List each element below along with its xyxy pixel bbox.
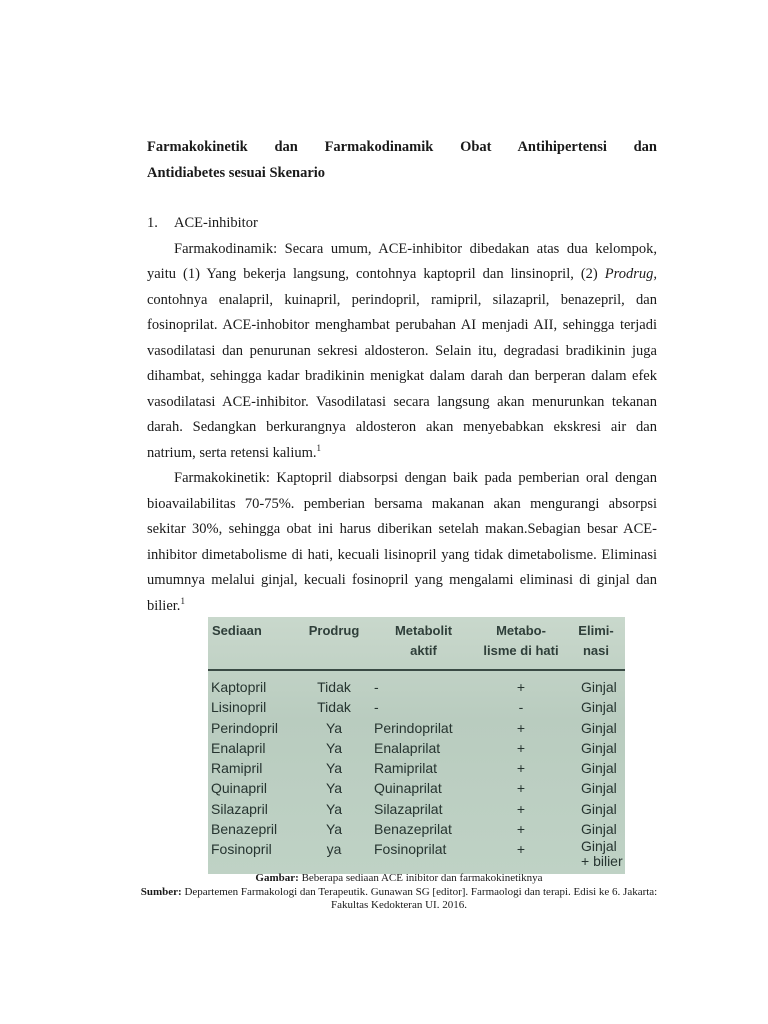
table-cell: + [516,821,526,838]
table-row [208,819,625,839]
header-metabolit-aktif: Metabolit aktif [372,617,475,670]
table-cell: Ya [325,821,343,838]
table-cell: Ya [325,780,343,797]
paragraph-farmakodinamik-text-a: Farmakodinamik: Secara umum, ACE-inhibitor dibedakan atas dua kelompok, yaitu (1) Yang bekerja langsung, contohnya kaptopril dan linsinopril, (2) [147,240,657,282]
caption-sumber [140,886,658,913]
table-cell: Fosinoprilat [374,841,447,858]
section-heading [147,211,657,237]
header-sediaan: Sediaan [208,617,296,670]
header-prodrug: Prodrug [296,617,372,670]
table-cell: + [516,760,526,777]
title-line-2: Antidiabetes sesuai Skenario [147,165,326,181]
ace-inhibitor-table-figure [208,617,625,874]
table-cell: Ya [325,719,343,736]
table-cell: Ya [325,760,343,777]
table-cell: Tidak [317,679,351,695]
table-cell: Ginjal [581,739,617,756]
caption-gambar [140,872,658,886]
paragraph-farmakokinetik [147,466,657,619]
section-number: 1. [147,215,158,231]
table-cell: + [516,739,526,756]
table-cell: Quinapril [211,780,268,797]
table-cell: Ginjal [581,719,617,736]
table-cell: Quinaprilat [374,780,442,797]
title-line-1: Farmakokinetik dan Farmakodinamik Obat Antihipertensi dan [147,139,657,155]
table-cell: Kaptopril [211,679,267,695]
section-heading-text: ACE-inhibitor [174,215,258,231]
table-cell: Ginjal [581,760,617,777]
ace-inhibitor-table [208,617,625,869]
figure-caption [140,872,658,913]
table-cell: Ramiprilat [374,760,438,777]
document-title [147,134,657,186]
table-cell: Fosinopril [211,841,272,858]
table-body [208,670,625,869]
table-cell: + [516,719,526,736]
table-cell: - [518,699,524,716]
table-cell: Ginjal + bilier [581,838,623,870]
reference-superscript: 1 [316,442,322,453]
table-cell: Benazepril [211,821,278,838]
table-row [208,738,625,758]
table-cell: Benazeprilat [374,821,452,838]
table-cell: + [516,679,526,695]
table-cell: - [374,699,379,716]
table-row [208,778,625,798]
table-cell: Tidak [317,699,351,716]
table-cell: + [516,800,526,817]
caption-gambar-label: Gambar: [255,872,299,884]
caption-gambar-text: Beberapa sediaan ACE inibitor dan farmakokinetiknya [298,872,543,884]
table-row [208,758,625,778]
header-eliminasi: Elimi- nasi [567,617,625,670]
table-cell: Silazaprilat [374,800,443,817]
table-cell: Ginjal [581,800,617,817]
table-row [208,839,625,869]
table-cell: Lisinopril [211,699,267,716]
table-cell: Enalaprilat [374,739,441,756]
table-cell: Ginjal [581,699,617,716]
table-cell: Ginjal [581,679,617,695]
table-cell: Perindopril [211,719,278,736]
paragraph-farmakodinamik [147,237,657,467]
table-cell: Perindoprilat [374,719,453,736]
table-row [208,718,625,738]
table-cell: Ginjal [581,821,617,838]
table-row [208,697,625,717]
table-cell: ya [326,841,342,858]
table-cell: Ya [325,800,343,817]
paragraph-farmakodinamik-text-b: contohnya enalapril, kuinapril, perindopril, ramipril, silazapril, benazepril, dan fosinoprilat. ACE-inhobitor menghambat perubahan AI menjadi AII, sehingga terjadi vasodilatasi dan penurunan sekresi aldosteron. Selain itu, degradasi bradikinin juga dihambat, sehingga kadar bradikinin menigkat dalam darah dan berperan dalam efek vasodilatasi ACE-inhibitor. Vasodilatasi secara langsung akan menurunkan tekanan darah. Sedangkan berkurangnya aldosteron akan menyebabkan ekskresi air dan natrium, serta retensi kalium. [147,291,657,461]
table-cell: + [516,780,526,797]
table-cell: Ginjal [581,780,617,797]
table-cell: Ya [325,739,343,756]
caption-sumber-text: Departemen Farmakologi dan Terapeutik. Gunawan SG [editor]. Farmaologi dan terapi. Edisi ke 6. Jakarta: Fakultas Kedokteran UI. 2016. [181,885,658,911]
header-metabolisme-di-hati: Metabo- lisme di hati [475,617,567,670]
document-body [147,134,657,619]
caption-sumber-label: Sumber: [140,885,182,898]
table-row [208,670,625,697]
reference-superscript: 1 [180,595,185,606]
table-cell: Enalapril [211,739,266,756]
table-cell: Silazapril [211,800,268,817]
table-header-row [208,617,625,670]
table-cell: - [374,679,379,695]
prodrug-italic: Prodrug, [604,266,657,282]
section-ace-inhibitor [147,211,657,619]
table-cell: + [516,841,526,858]
table-row [208,799,625,819]
table-cell: Ramipril [211,760,263,777]
paragraph-farmakokinetik-text: Farmakokinetik: Kaptopril diabsorpsi dengan baik pada pemberian oral dengan bioavailabilitas 70-75%. pemberian bersama makanan akan mengurangi absorpsi sekitar 30%, sehingga obat ini harus diberikan setelah makan.Sebagian besar ACE-inhibitor dimetabolisme di hati, kecuali lisinopril yang tidak dimetabolisme. Eliminasi umumnya melalui ginjal, kecuali fosinopril yang mengalami eliminasi di ginjal dan bilier. [147,470,657,614]
